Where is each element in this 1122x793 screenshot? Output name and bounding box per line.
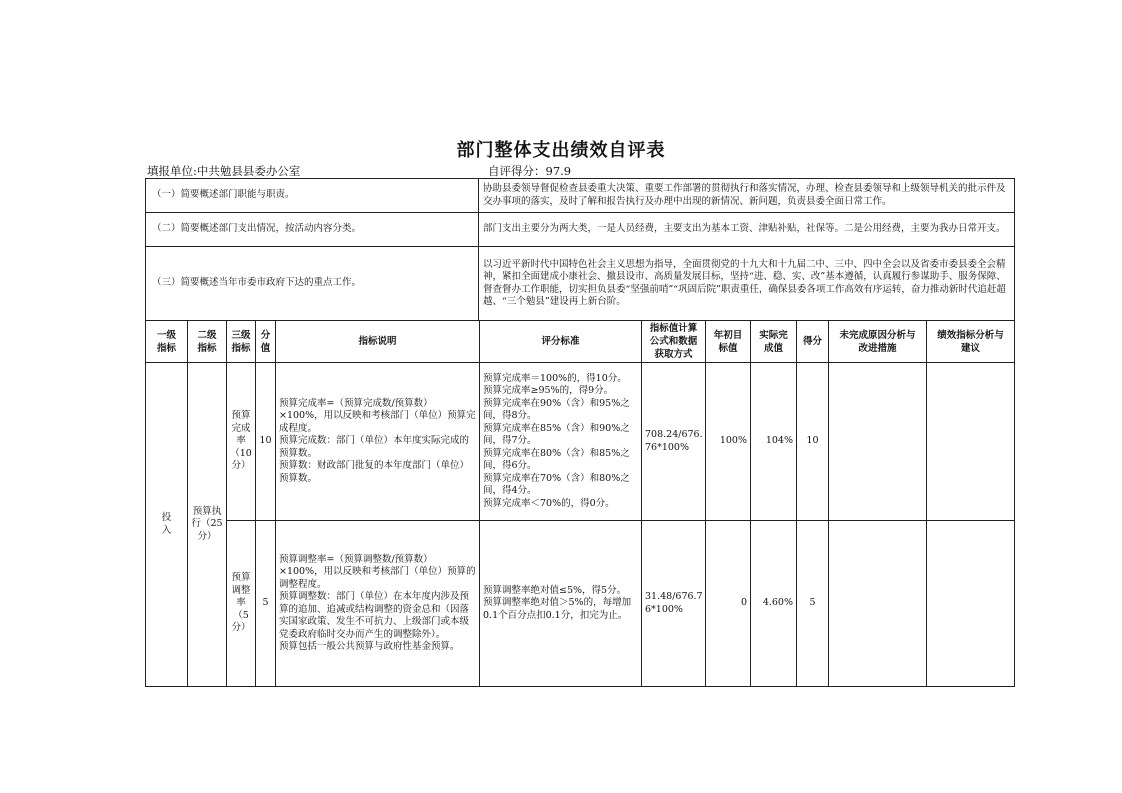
summary-row (146, 179, 1015, 213)
initial-target-cell: 0 (706, 521, 751, 687)
analysis-cell (927, 363, 1015, 521)
points-cell: 10 (256, 363, 276, 521)
level2-cell: 预算执 行（25 分） (188, 363, 227, 687)
header-row (146, 321, 1015, 363)
formula-cell: 708.24/676. 76*100% (642, 363, 706, 521)
summary-question: （一）简要概述部门职能与职责。 (146, 179, 479, 213)
level3-cell: 预算 完成 率 （10 分） (227, 363, 256, 521)
header-formula: 指标值计算 公式和数据 获取方式 (642, 321, 706, 363)
summary-row (146, 247, 1015, 321)
reason-cell (829, 363, 927, 521)
header-score: 得分 (797, 321, 829, 363)
summary-row (146, 213, 1015, 247)
actual-value-cell: 4.60% (751, 521, 797, 687)
level1-cell: 投 入 (146, 363, 188, 687)
criteria-cell: 预算完成率＝100%的，得10分。 预算完成率≥95%的，得9分。 预算完成率在90%（含）和95%之间，得8分。 预算完成率在85%（含）和90%之间，得7分。 预算完成率在80%（含）和85%之间，得6分。 预算完成率在70%（含）和80%之间，得4分。 预算完成率＜70%的，得0分。 (480, 363, 642, 521)
header-actual-value: 实际完 成值 (751, 321, 797, 363)
summary-question: （二）简要概述部门支出情况，按活动内容分类。 (146, 213, 479, 247)
summary-answer: 协助县委领导督促检查县委重大决策、重要工作部署的贯彻执行和落实情况，办理、检查县委领导和上级领导机关的批示件及交办事项的落实，及时了解和报告执行及办理中出现的新情况、新问题，负责县委全面日常工作。 (479, 179, 1015, 213)
indicator-table (145, 320, 1015, 687)
score-cell: 5 (797, 521, 829, 687)
summary-table (145, 178, 1015, 321)
reporting-unit: 填报单位:中共勉县县委办公室 (147, 164, 301, 178)
summary-answer: 部门支出主要分为两大类，一是人员经费，主要支出为基本工资、津贴补贴，社保等。二是公用经费，主要为我办日常开支。 (479, 213, 1015, 247)
header-description: 指标说明 (276, 321, 480, 363)
summary-answer: 以习近平新时代中国特色社会主义思想为指导，全面贯彻党的十九大和十九届二中、三中、四中全会以及省委市委县委全会精神，紧扣全面建成小康社会、撤县设市、高质量发展目标，坚持“进、稳、实、改”基本遵循，认真履行参谋助手、服务保障、督查督办工作职能，切实担负县委“坚强前哨”“巩固后院”职责重任，确保县委各项工作高效有序运转，奋力推动新时代追赶超越、“三个勉县”建设再上新台阶。 (479, 247, 1015, 321)
reason-cell (829, 521, 927, 687)
header-reason: 未完成原因分析与 改进措施 (829, 321, 927, 363)
criteria-cell: 预算调整率绝对值≤5%，得5分。 预算调整率绝对值＞5%的，每增加0.1个百分点扣0.1分，扣完为止。 (480, 521, 642, 687)
level3-cell: 预算 调整 率 （5 分） (227, 521, 256, 687)
header-criteria: 评分标准 (480, 321, 642, 363)
analysis-cell (927, 521, 1015, 687)
table-row (146, 521, 1015, 687)
header-level1: 一级 指标 (146, 321, 188, 363)
header-points: 分 值 (256, 321, 276, 363)
summary-question: （三）简要概述当年市委市政府下达的重点工作。 (146, 247, 479, 321)
description-cell: 预算完成率=（预算完成数/预算数）×100%，用以反映和考核部门（单位）预算完成程度。 预算完成数：部门（单位）本年度实际完成的预算数。 预算数：财政部门批复的本年度部门（单位）预算数。 (276, 363, 480, 521)
self-evaluation-score: 自评得分：97.9 (488, 164, 572, 178)
points-cell: 5 (256, 521, 276, 687)
header-analysis: 绩效指标分析与 建议 (927, 321, 1015, 363)
table-row (146, 363, 1015, 521)
header-initial-target: 年初目 标值 (706, 321, 751, 363)
description-cell: 预算调整率=（预算调整数/预算数）×100%，用以反映和考核部门（单位）预算的调整程度。 预算调整数：部门（单位）在本年度内涉及预算的追加、追减或结构调整的资金总和（因落实国家政策、发生不可抗力、上级部门或本级党委政府临时交办而产生的调整除外）。 预算包括一般公共预算与政府性基金预算。 (276, 521, 480, 687)
initial-target-cell: 100% (706, 363, 751, 521)
formula-cell: 31.48/676.7 6*100% (642, 521, 706, 687)
header-level3: 三级 指标 (227, 321, 256, 363)
page-title: 部门整体支出绩效自评表 (456, 140, 666, 161)
actual-value-cell: 104% (751, 363, 797, 521)
header-level2: 二级 指标 (188, 321, 227, 363)
score-cell: 10 (797, 363, 829, 521)
